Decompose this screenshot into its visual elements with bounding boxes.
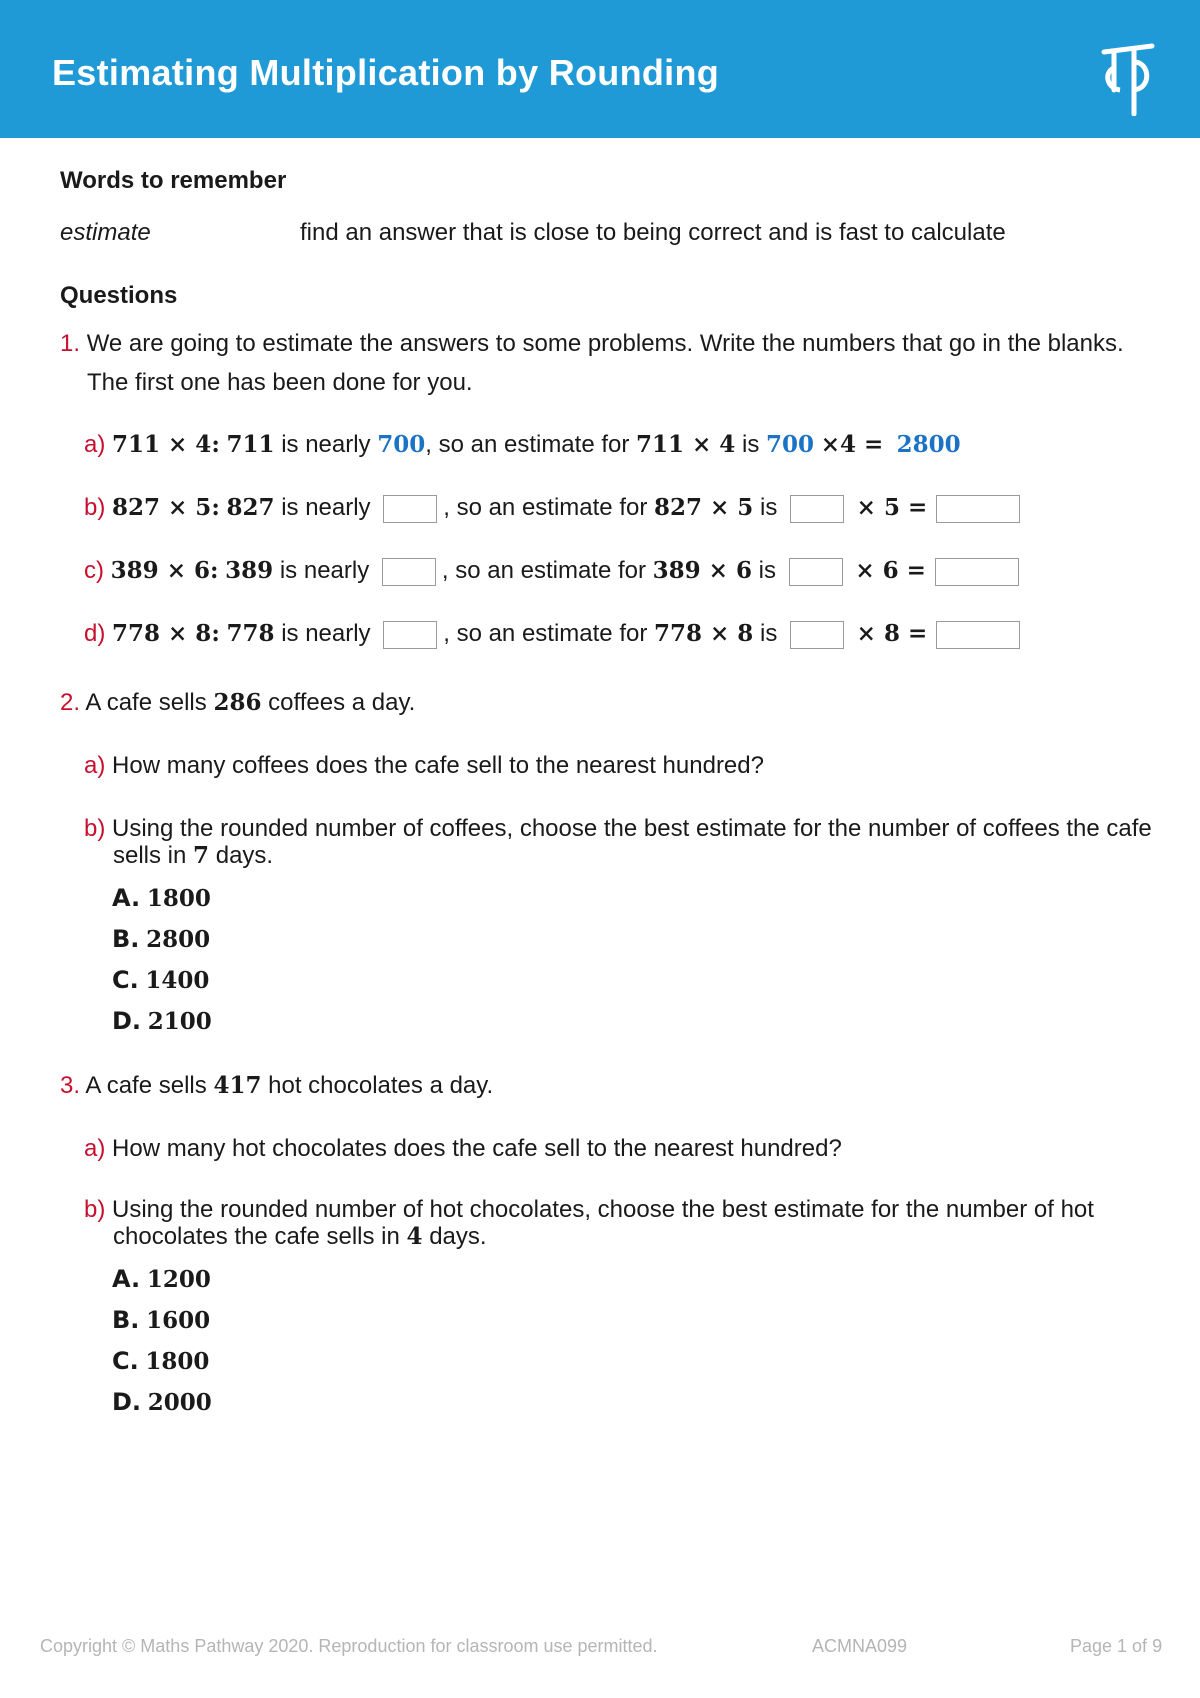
option-value: 2100	[147, 1008, 212, 1035]
option-letter: A.	[112, 1265, 141, 1293]
option-letter: B.	[112, 925, 140, 953]
is-text: is	[758, 557, 776, 584]
option-letter: C.	[112, 1347, 139, 1375]
question-text: A cafe sells	[85, 1072, 207, 1099]
question-text: hot chocolates a day.	[268, 1072, 494, 1099]
so-text: , so an estimate for	[441, 557, 646, 584]
question-3b	[84, 1196, 1094, 1224]
page-title: Estimating Multiplication by Rounding	[52, 52, 720, 93]
days-value: 4	[406, 1223, 423, 1250]
quantity: 286	[213, 689, 262, 716]
part-text: Using the rounded number of coffees, choose the best estimate for the number of coffees the cafe	[112, 815, 1152, 842]
so-text: , so an estimate for	[443, 620, 648, 647]
option-item[interactable]	[112, 966, 209, 995]
number: 711	[226, 431, 275, 458]
answer-value: 2800	[896, 431, 961, 458]
option-value: 2800	[146, 926, 211, 953]
part-text: chocolates the cafe sells in	[113, 1223, 400, 1250]
question-number: 3.	[60, 1072, 81, 1099]
part-label: c)	[84, 557, 104, 584]
is-text: is	[759, 494, 778, 521]
part-label: b)	[84, 1196, 106, 1223]
part-label: b)	[84, 494, 106, 521]
expression: 711 × 4	[636, 431, 736, 458]
is-nearly-text: is nearly	[279, 557, 370, 584]
quantity: 417	[213, 1072, 262, 1099]
option-item[interactable]	[112, 1265, 211, 1294]
expression: 711 × 4	[112, 431, 212, 458]
part-label: a)	[84, 431, 106, 458]
part-label: d)	[84, 620, 106, 647]
rounded-value: 700	[766, 431, 815, 458]
question-2b-line2	[113, 842, 273, 870]
is-text: is	[742, 431, 760, 458]
number: 778	[226, 620, 275, 647]
part-label: a)	[84, 1135, 106, 1162]
expression: 827 × 5	[112, 494, 212, 521]
question-1b: b) 827 × 5: 827 is nearly , so an estimate for 827 × 5 is × 5 =	[84, 494, 1026, 523]
option-letter: C.	[112, 966, 139, 994]
answer-blank[interactable]	[936, 495, 1020, 523]
days-value: 7	[193, 842, 210, 869]
answer-blank[interactable]	[382, 558, 436, 586]
option-item[interactable]	[112, 1306, 210, 1335]
part-text: How many coffees does the cafe sell to the nearest hundred?	[112, 752, 764, 779]
question-2	[60, 689, 415, 717]
answer-blank[interactable]	[789, 558, 843, 586]
question-number: 2.	[60, 689, 81, 716]
number: 827	[226, 494, 275, 521]
option-item[interactable]	[112, 884, 211, 913]
option-item[interactable]	[112, 1388, 212, 1417]
answer-blank[interactable]	[936, 621, 1020, 649]
term-definition: find an answer that is close to being correct and is fast to calculate	[300, 219, 1006, 246]
option-value: 1400	[145, 967, 210, 994]
footer-copyright: Copyright © Maths Pathway 2020. Reproduction for classroom use permitted.	[40, 1636, 658, 1656]
expression: 827 × 5	[654, 494, 754, 521]
question-2b	[84, 815, 1152, 843]
term-estimate: estimate	[60, 219, 151, 246]
question-text: A cafe sells	[85, 689, 207, 716]
so-text: , so an estimate for	[425, 431, 630, 458]
option-value: 1200	[146, 1266, 211, 1293]
answer-blank[interactable]	[383, 495, 437, 523]
rounded-value: 700	[377, 431, 426, 458]
multiply-text: × 5 =	[856, 494, 928, 521]
option-item[interactable]	[112, 1007, 212, 1036]
option-letter: D.	[112, 1007, 142, 1035]
is-nearly-text: is nearly	[281, 494, 371, 521]
words-heading: Words to remember	[60, 167, 287, 194]
so-text: , so an estimate for	[443, 494, 648, 521]
number: 389	[225, 557, 274, 584]
part-text: sells in	[113, 842, 187, 869]
multiply-text: ×4 =	[820, 431, 884, 458]
part-text: days.	[215, 842, 274, 869]
footer-page: Page 1 of 9	[1070, 1636, 1163, 1656]
question-text: coffees a day.	[268, 689, 416, 716]
option-item[interactable]	[112, 1347, 209, 1376]
question-1d: d) 778 × 8: 778 is nearly , so an estimate for 778 × 8 is × 8 =	[84, 620, 1026, 649]
question-1	[60, 330, 1124, 358]
part-text: Using the rounded number of hot chocolates, choose the best estimate for the number of hot	[112, 1196, 1094, 1223]
expression: 389 × 6	[652, 557, 752, 584]
questions-heading: Questions	[60, 282, 178, 309]
question-1-line2: The first one has been done for you.	[87, 369, 473, 396]
answer-blank[interactable]	[935, 558, 1019, 586]
is-text: is	[759, 620, 778, 647]
part-label: b)	[84, 815, 106, 842]
question-3	[60, 1072, 493, 1100]
question-number: 1.	[60, 330, 81, 357]
expression: 778 × 8	[654, 620, 754, 647]
part-text: How many hot chocolates does the cafe sell to the nearest hundred?	[112, 1135, 842, 1162]
question-2a	[84, 752, 764, 780]
answer-blank[interactable]	[383, 621, 437, 649]
question-3a	[84, 1135, 842, 1163]
expression: 389 × 6	[110, 557, 210, 584]
answer-blank[interactable]	[790, 495, 844, 523]
multiply-text: × 6 =	[855, 557, 926, 584]
question-3b-line2	[113, 1223, 487, 1251]
footer-code: ACMNA099	[812, 1636, 908, 1656]
option-letter: D.	[112, 1388, 142, 1416]
option-item[interactable]	[112, 925, 210, 954]
option-letter: B.	[112, 1306, 140, 1334]
question-1a: a) 711 × 4: 711 is nearly 700, so an estimate for 711 × 4 is 700 ×4 = 2800	[84, 431, 961, 458]
part-label: a)	[84, 752, 106, 779]
is-nearly-text: is nearly	[281, 431, 371, 458]
multiply-text: × 8 =	[856, 620, 928, 647]
maths-pathway-logo-icon	[1100, 42, 1156, 116]
option-value: 1600	[146, 1307, 211, 1334]
option-letter: A.	[112, 884, 141, 912]
option-value: 2000	[147, 1389, 212, 1416]
part-text: days.	[429, 1223, 487, 1250]
question-text: We are going to estimate the answers to some problems. Write the numbers that go in the blanks.	[86, 330, 1124, 357]
page-header	[0, 0, 1200, 138]
option-value: 1800	[145, 1348, 210, 1375]
answer-blank[interactable]	[790, 621, 844, 649]
option-value: 1800	[146, 885, 211, 912]
question-1c: c) 389 × 6: 389 is nearly , so an estimate for 389 × 6 is × 6 =	[84, 557, 1025, 586]
is-nearly-text: is nearly	[281, 620, 371, 647]
expression: 778 × 8	[112, 620, 212, 647]
